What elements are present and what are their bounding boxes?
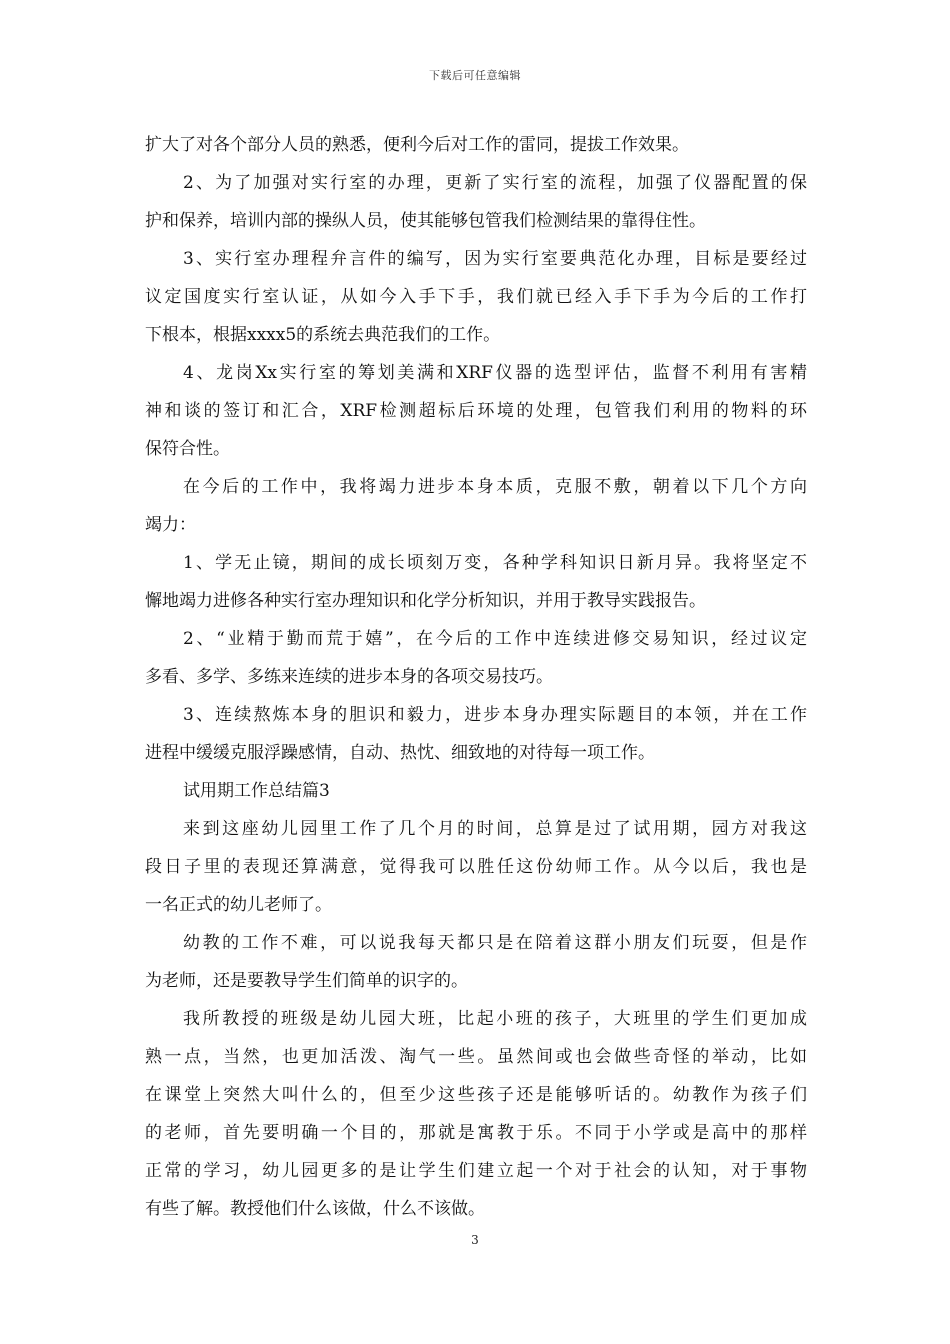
text-line: 多看、多学、多练来连续的进步本身的各项交易技巧。 <box>145 667 553 687</box>
text-line: 的老师，首先要明确一个目的，那就是寓教于乐。不同于小学或是高中的那样 <box>145 1123 807 1143</box>
text-line: 保符合性。 <box>145 439 230 459</box>
text-line: 在今后的工作中，我将竭力进步本身本质，克服不敷，朝着以下几个方向 <box>183 477 807 497</box>
text-line: 扩大了对各个部分人员的熟悉，便利今后对工作的雷同，提拔工作效果。 <box>145 135 689 155</box>
text-line: 懈地竭力进修各种实行室办理知识和化学分析知识，并用于教导实践报告。 <box>145 591 706 611</box>
text-line: 3、实行室办理程弁言件的编写，因为实行室要典范化办理，目标是要经过 <box>183 249 807 269</box>
text-line: 幼教的工作不难，可以说我每天都只是在陪着这群小朋友们玩耍，但是作 <box>183 933 807 953</box>
text-line: 4、龙岗Xx实行室的筹划美满和XRF仪器的选型评估，监督不利用有害精 <box>183 363 807 383</box>
text-line: 竭力： <box>145 515 196 535</box>
text-line: 正常的学习，幼儿园更多的是让学生们建立起一个对于社会的认知，对于事物 <box>145 1161 807 1181</box>
text-line: 熟一点，当然，也更加活泼、淘气一些。虽然间或也会做些奇怪的举动，比如 <box>145 1047 807 1067</box>
text-line: 2、为了加强对实行室的办理，更新了实行室的流程，加强了仪器配置的保 <box>183 173 807 193</box>
text-line: 在课堂上突然大叫什么的，但至少这些孩子还是能够听话的。幼教作为孩子们 <box>145 1085 807 1105</box>
text-line: 议定国度实行室认证，从如今入手下手，我们就已经入手下手为今后的工作打 <box>145 287 807 307</box>
text-line: 为老师，还是要教导学生们简单的识字的。 <box>145 971 468 991</box>
text-line: 护和保养，培训内部的操纵人员，使其能够包管我们检测结果的靠得住性。 <box>145 211 706 231</box>
text-line: 3、连续熬炼本身的胆识和毅力，进步本身办理实际题目的本领，并在工作 <box>183 705 807 725</box>
document-body <box>145 126 807 1228</box>
text-line: 我所教授的班级是幼儿园大班，比起小班的孩子，大班里的学生们更加成 <box>183 1009 807 1029</box>
text-line: 试用期工作总结篇3 <box>183 781 330 801</box>
text-line: 2、“业精于勤而荒于嬉”，在今后的工作中连续进修交易知识，经过议定 <box>183 629 807 649</box>
page-header: 下载后可任意编辑 <box>429 69 521 82</box>
page-number: 3 <box>471 1233 479 1247</box>
text-line: 段日子里的表现还算满意，觉得我可以胜任这份幼师工作。从今以后，我也是 <box>145 857 807 877</box>
text-line: 一名正式的幼儿老师了。 <box>145 895 332 915</box>
text-line: 来到这座幼儿园里工作了几个月的时间，总算是过了试用期，园方对我这 <box>183 819 807 839</box>
text-line: 下根本，根据xxxx5的系统去典范我们的工作。 <box>145 325 501 345</box>
text-line: 1、学无止镜，期间的成长顷刻万变，各种学科知识日新月异。我将坚定不 <box>183 553 807 573</box>
text-line: 进程中缓缓克服浮躁感情，自动、热忱、细致地的对待每一项工作。 <box>145 743 655 763</box>
text-line: 神和谈的签订和汇合，XRF检测超标后环境的处理，包管我们利用的物料的环 <box>145 401 807 421</box>
text-line: 有些了解。教授他们什么该做，什么不该做。 <box>145 1199 485 1219</box>
